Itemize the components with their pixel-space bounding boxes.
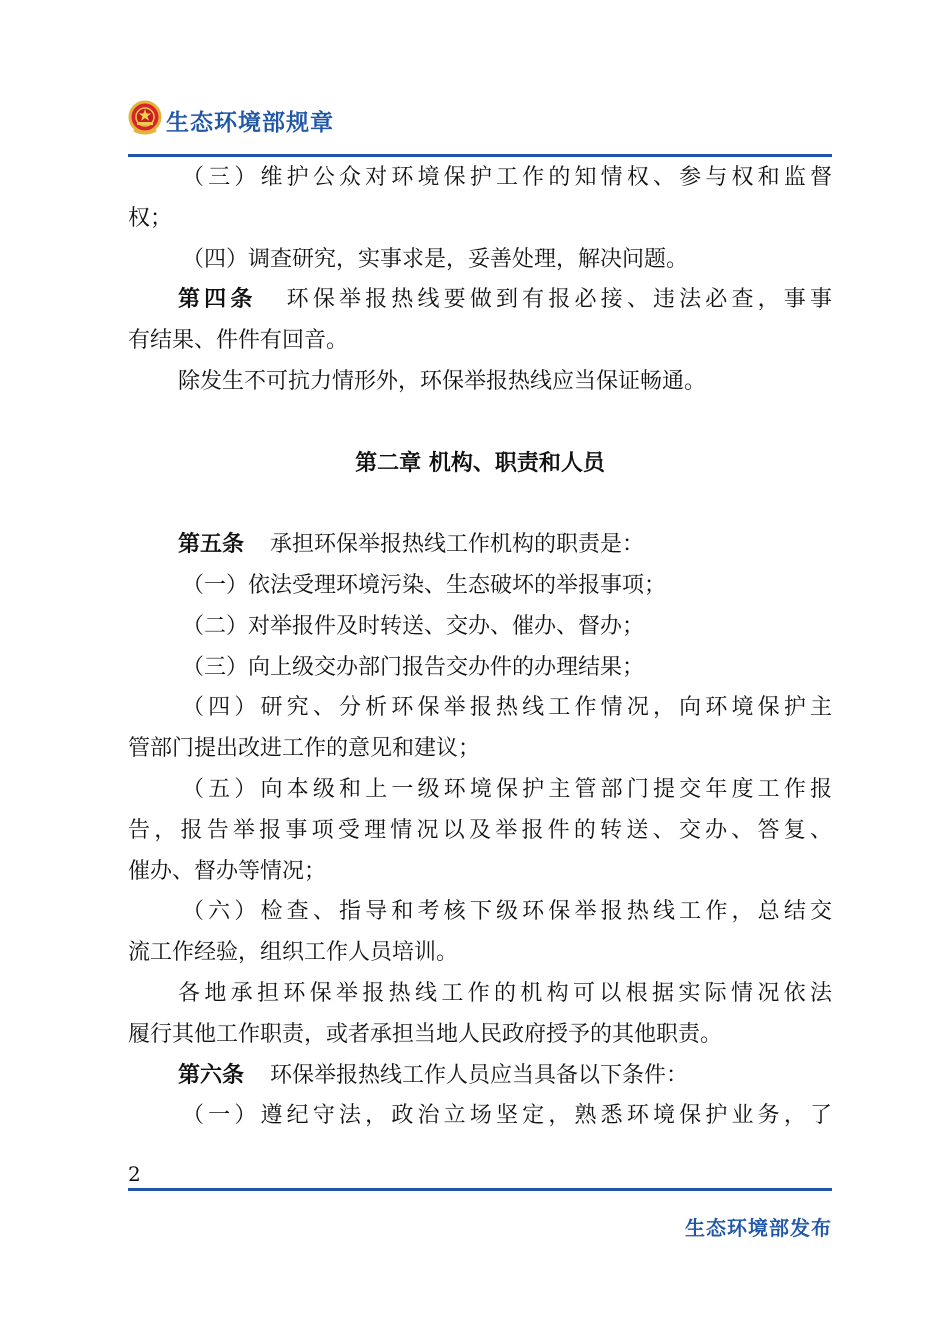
article-4-line	[128, 280, 832, 321]
article-6-label: 第六条	[178, 1062, 245, 1088]
page-header	[128, 96, 832, 156]
article-6-text: 环保举报热线工作人员应当具备以下条件：	[270, 1062, 689, 1088]
article-4-text: 环保举报热线要做到有报必接、违法必查，事事	[282, 287, 832, 313]
text-line: （四）研究、分析环保举报热线工作情况，向环境保护主	[182, 695, 832, 721]
national-emblem-icon	[128, 100, 162, 136]
text-line: 告，报告举报事项受理情况以及举报件的转送、交办、答复、	[128, 817, 832, 843]
article-6-line	[128, 1056, 832, 1097]
text-line: （一）遵纪守法，政治立场坚定，熟悉环境保护业务，了	[182, 1103, 832, 1129]
header-divider	[128, 154, 832, 157]
text-line: 管部门提出改进工作的意见和建议；	[128, 736, 481, 762]
article-5-label: 第五条	[178, 532, 245, 558]
text-line: 催办、督办等情况；	[128, 858, 327, 884]
text-line: 流工作经验，组织工作人员培训。	[128, 940, 459, 966]
footer-divider	[128, 1188, 832, 1191]
text-line: （二）对举报件及时转送、交办、催办、督办；	[182, 613, 645, 639]
header-title: 生态环境部规章	[166, 110, 334, 136]
text-line: （六）检查、指导和考核下级环保举报热线工作，总结交	[182, 899, 832, 925]
article-5-line	[128, 525, 832, 566]
text-line: （五）向本级和上一级环境保护主管部门提交年度工作报	[182, 776, 832, 802]
page-number: 2	[128, 1162, 141, 1186]
article-5-text: 承担环保举报热线工作机构的职责是：	[270, 532, 645, 558]
text-line: 履行其他工作职责，或者承担当地人民政府授予的其他职责。	[128, 1021, 723, 1047]
text-line: 除发生不可抗力情形外，环保举报热线应当保证畅通。	[178, 368, 707, 394]
text-line: （三）向上级交办部门报告交办件的办理结果；	[182, 654, 645, 680]
text-line: 权；	[128, 205, 173, 231]
text-line: （四）调查研究，实事求是，妥善处理，解决问题。	[182, 246, 689, 272]
footer-publisher: 生态环境部发布	[685, 1216, 832, 1240]
article-4-label: 第四条	[178, 287, 257, 313]
text-line: （一）依法受理环境污染、生态破坏的举报事项；	[182, 572, 667, 598]
text-line: 有结果、件件有回音。	[128, 328, 349, 354]
text-line: 各地承担环保举报热线工作的机构可以根据实际情况依法	[178, 980, 832, 1006]
document-body	[128, 158, 832, 1137]
text-line: （三）维护公众对环境保护工作的知情权、参与权和监督	[182, 165, 832, 190]
chapter-heading: 第二章 机构、职责和人员	[355, 450, 605, 476]
